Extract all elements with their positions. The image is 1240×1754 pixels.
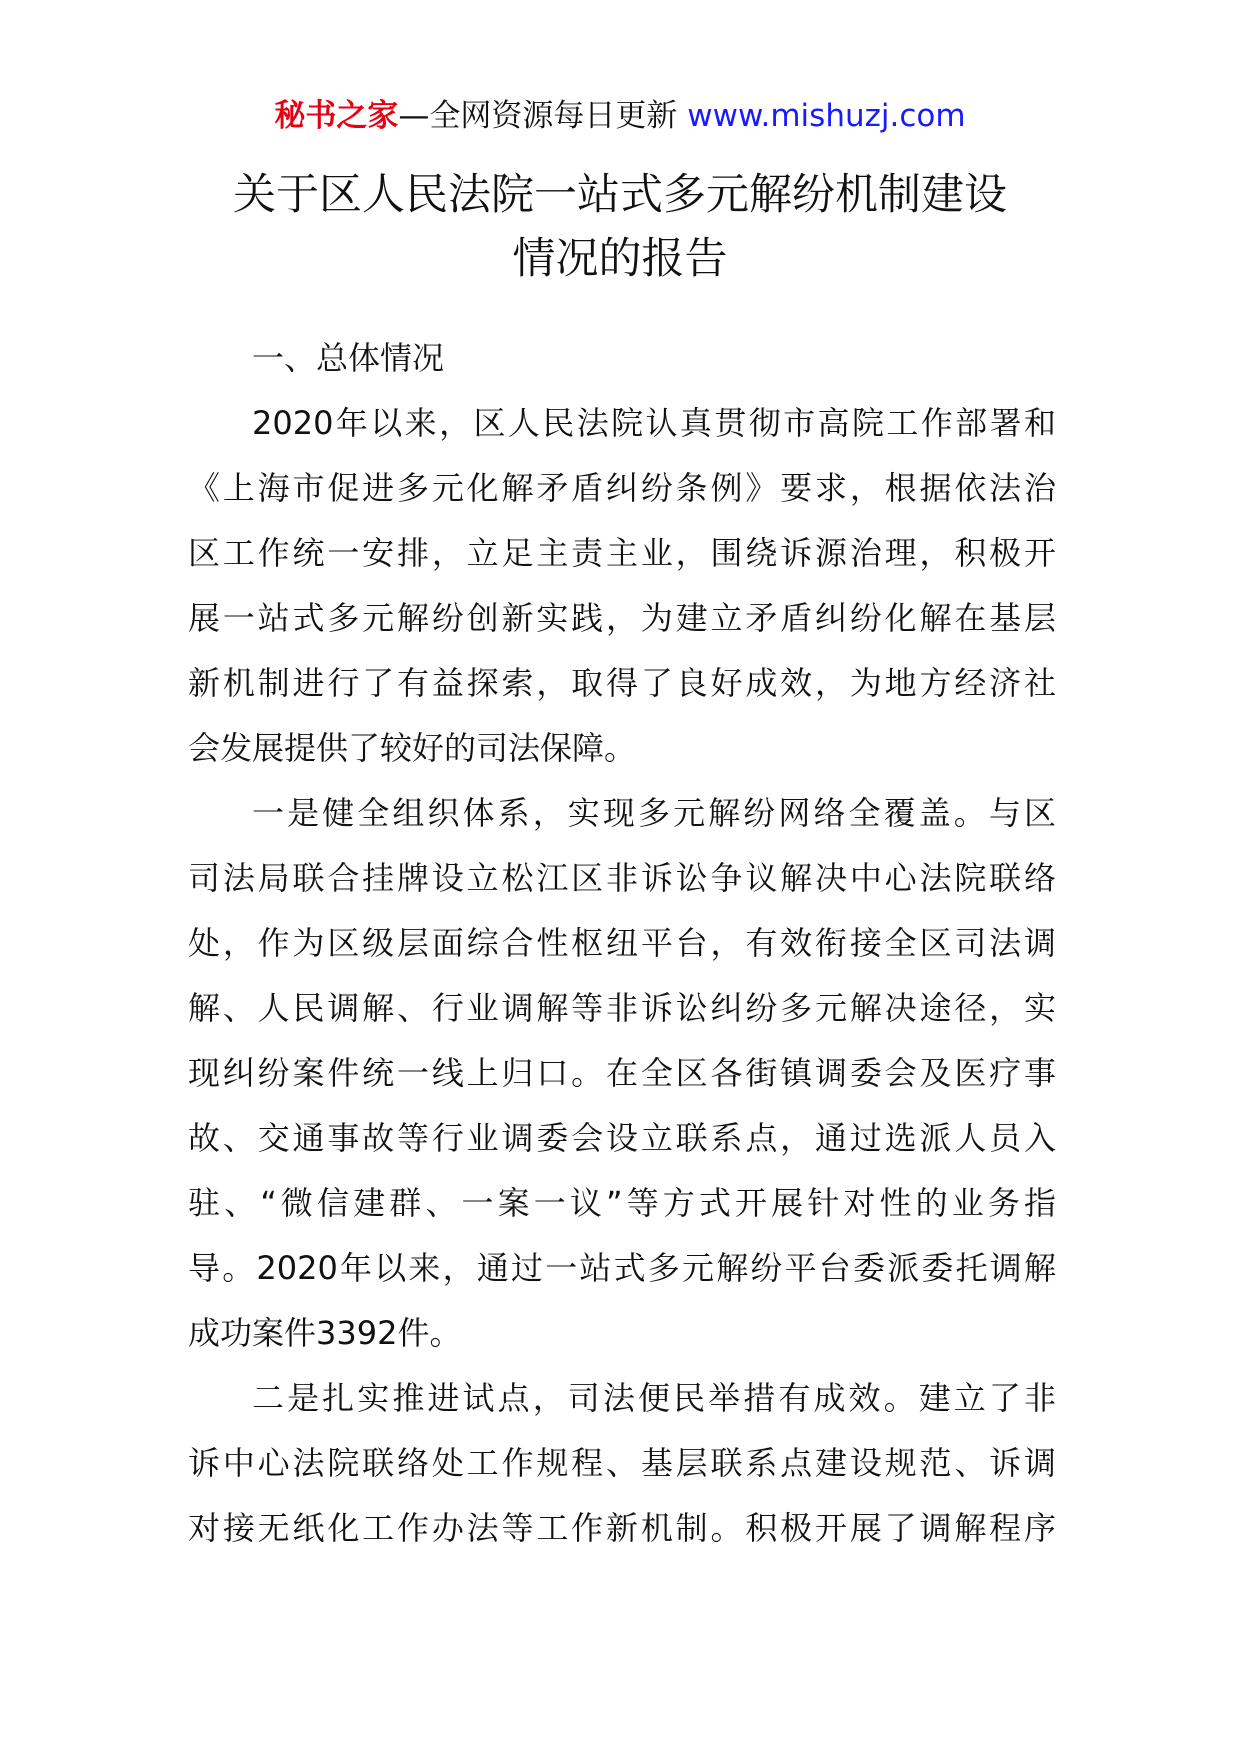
paragraph-line: 《上海市促进多元化解矛盾纠纷条例》要求，根据依法治 (188, 469, 1056, 507)
paragraph-line: 导。2020年以来，通过一站式多元解纷平台委派委托调解 (188, 1249, 1056, 1287)
site-url-link[interactable]: www.mishuzj.com (687, 98, 966, 134)
paragraph-line: 区工作统一安排，立足主责主业，围绕诉源治理，积极开 (188, 534, 1056, 572)
paragraph-line: 成功案件3392件。 (188, 1314, 462, 1352)
paragraph-line: 解、人民调解、行业调解等非诉讼纠纷多元解决途径，实 (188, 989, 1056, 1027)
document-title (120, 163, 1120, 291)
title-line-2: 情况的报告 (512, 234, 728, 284)
site-banner (0, 96, 1240, 136)
title-line-1: 关于区人民法院一站式多元解纷机制建设 (233, 170, 1007, 220)
paragraph-line: 对接无纸化工作办法等工作新机制。积极开展了调解程序 (188, 1509, 1056, 1547)
document-body (188, 326, 1056, 1561)
paragraph-line: 处，作为区级层面综合性枢纽平台，有效衔接全区司法调 (188, 924, 1056, 962)
paragraph-overview (188, 391, 1056, 781)
paragraph-line: 展一站式多元解纷创新实践，为建立矛盾纠纷化解在基层 (188, 599, 1056, 637)
section-heading: 一、总体情况 (252, 339, 445, 377)
paragraph-organization (188, 781, 1056, 1366)
paragraph-line: 司法局联合挂牌设立松江区非诉讼争议解决中心法院联络 (188, 859, 1056, 897)
paragraph-line: 会发展提供了较好的司法保障。 (188, 729, 637, 767)
paragraph-line: 2020年以来，区人民法院认真贯彻市高院工作部署和 (252, 404, 1056, 442)
paragraph-line: 现纠纷案件统一线上归口。在全区各街镇调委会及医疗事 (188, 1054, 1056, 1092)
brand-name: 秘书之家 (274, 98, 399, 134)
paragraph-line: 二是扎实推进试点，司法便民举措有成效。建立了非 (252, 1379, 1056, 1417)
paragraph-line: 驻、“微信建群、一案一议”等方式开展针对性的业务指 (188, 1184, 1056, 1222)
paragraph-line: 新机制进行了有益探索，取得了良好成效，为地方经济社 (188, 664, 1056, 702)
paragraph-pilot (188, 1366, 1056, 1561)
paragraph-line: 一是健全组织体系，实现多元解纷网络全覆盖。与区 (252, 794, 1056, 832)
paragraph-line: 诉中心法院联络处工作规程、基层联系点建设规范、诉调 (188, 1444, 1056, 1482)
banner-tagline: —全网资源每日更新 (398, 98, 678, 134)
paragraph-line: 故、交通事故等行业调委会设立联系点，通过选派人员入 (188, 1119, 1056, 1157)
